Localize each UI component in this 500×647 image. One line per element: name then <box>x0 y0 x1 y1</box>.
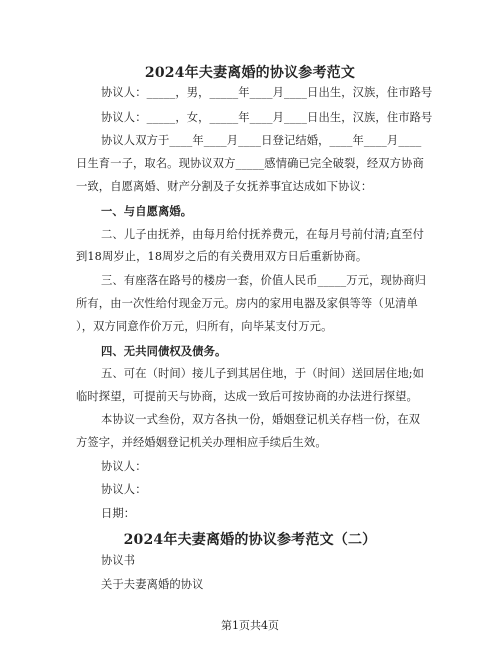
paragraph-line: ），双方同意作价万元，归所有，向毕某支付万元。 <box>76 320 333 333</box>
paragraph-line: 日生育一子，取名。现协议双方_____感情确已完全破裂，经双方协商 <box>76 157 424 170</box>
paragraph-line: 三、有座落在路号的楼房一套，价值人民币_____万元，现协商归 <box>101 274 427 287</box>
section-heading: 四、无共同债权及债务。 <box>101 344 227 358</box>
paragraph-line: 所有，由一次性给付现金万元。房内的家用电器及家俱等等（见清单 <box>76 297 418 310</box>
signature-label: 协议人： <box>101 483 147 496</box>
paragraph-line: 本协议一式叁份，双方各执一份，婚姻登记机关存档一份，在双 <box>101 413 421 426</box>
paragraph-line: 二、儿子由抚养，由每月给付抚养费元，在每月号前付清;直至付 <box>101 228 425 241</box>
paragraph-line: 一致，自愿离婚、财产分割及子女抚养事宜达成如下协议： <box>76 180 373 193</box>
paragraph-line: 方签字，并经婚姻登记机关办理相应手续后生效。 <box>76 436 327 449</box>
paragraph-line: 关于夫妻离婚的协议 <box>101 578 204 591</box>
paragraph-line: 五、可在（时间）接儿子到其居住地，于（时间）送回居住地;如 <box>101 367 425 380</box>
page-number: 第1页共4页 <box>221 619 279 632</box>
second-document-title: 2024年夫妻离婚的协议参考范文（二） <box>123 532 377 548</box>
paragraph-line: 临时探望，可提前天与协商，达成一致后可按协商的办法进行探望。 <box>76 390 418 403</box>
paragraph-line: 到18周岁止，18周岁之后的有关费用双方日后重新协商。 <box>76 250 368 263</box>
paragraph-line: 协议人：_____，男，_____年____月____日出生，汉族，住市路号 <box>101 86 433 99</box>
document-title: 2024年夫妻离婚的协议参考范文 <box>144 65 356 81</box>
section-heading: 一、与自愿离婚。 <box>101 204 193 218</box>
signature-label: 协议人： <box>101 460 147 473</box>
date-label: 日期： <box>101 507 136 520</box>
paragraph-line: 协议书 <box>101 554 136 567</box>
paragraph-line: 协议人：_____，女，_____年____月____日出生，汉族，住市路号 <box>101 111 433 124</box>
paragraph-line: 协议人双方于____年____月____日登记结婚，____年____月____ <box>101 134 422 147</box>
